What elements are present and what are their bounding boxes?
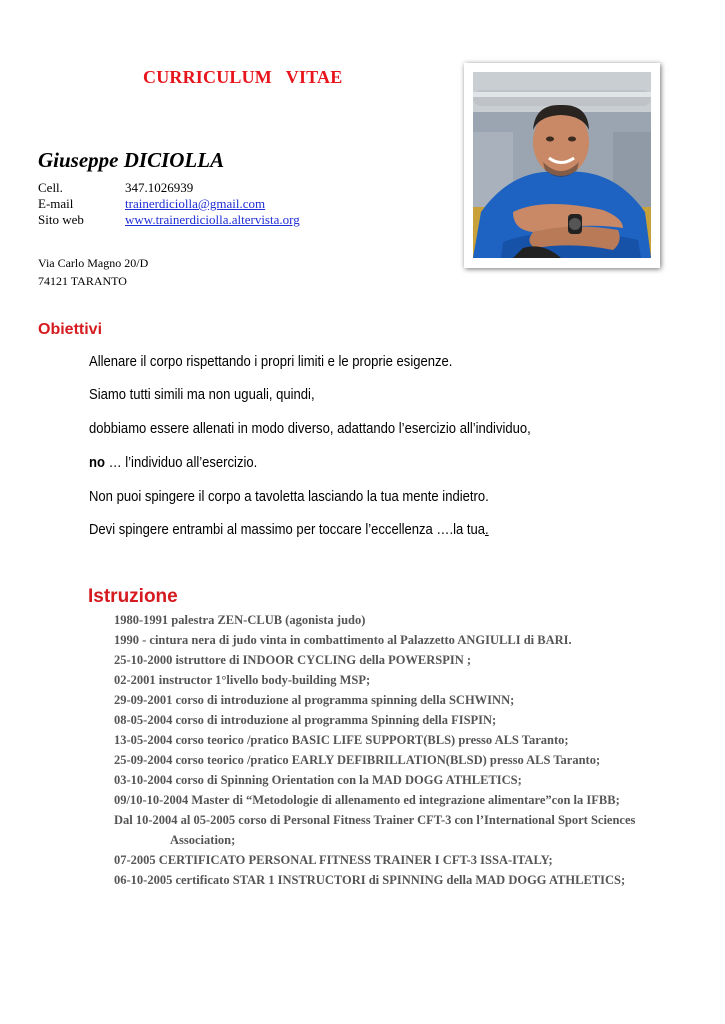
education-item: 1990 - cintura nera di judo vinta in combattimento al Palazzetto ANGIULLI di BARI. [114,633,572,647]
education-item: 07-2005 CERTIFICATO PERSONAL FITNESS TRAINER I CFT-3 ISSA-ITALY; [114,853,553,867]
person-name: Giuseppe DICIOLLA [38,148,225,172]
objective-line: Allenare il corpo rispettando i propri limiti e le proprie esigenze. [89,354,453,370]
education-item: 08-05-2004 corso di introduzione al programma Spinning della FISPIN; [114,713,497,727]
education-item: 06-10-2005 certificato STAR 1 INSTRUCTORI di SPINNING della MAD DOGG ATHLETICS; [114,873,626,887]
education-item: 29-09-2001 corso di introduzione al programma spinning della SCHWINN; [114,693,515,707]
objective-text-end: . [485,522,489,538]
education-item: 09/10-10-2004 Master di “Metodologie di allenamento ed integrazione alimentare”con la IFBB; [114,793,620,807]
education-item: 25-10-2000 istruttore di INDOOR CYCLING della POWERSPIN ; [114,653,472,667]
website-link[interactable]: www.trainerdiciolla.altervista.org [125,212,300,227]
cell-value: 347.1026939 [125,180,194,195]
education-item: 02-2001 instructor 1°livello body-building MSP; [114,673,371,687]
website-label: Sito web [38,212,84,227]
section-heading-istruzione: Istruzione [88,586,178,607]
address-city: 74121 TARANTO [38,274,127,288]
cv-title: CURRICULUM VITAE [143,67,343,87]
profile-photo-frame [464,63,660,268]
objective-line [89,455,257,471]
email-link[interactable]: trainerdiciolla@gmail.com [125,196,266,211]
section-heading-obiettivi: Obiettivi [38,321,103,338]
objective-text: Devi spingere entrambi al massimo per toccare l’eccellenza ….la tua [89,522,486,538]
education-item: 1980-1991 palestra ZEN-CLUB (agonista judo) [114,613,366,627]
education-item: 13-05-2004 corso teorico /pratico BASIC LIFE SUPPORT(BLS) presso ALS Taranto; [114,733,569,747]
education-item: 03-10-2004 corso di Spinning Orientation con la MAD DOGG ATHLETICS; [114,773,522,787]
education-item: Dal 10-2004 al 05-2005 corso di Personal Fitness Trainer CFT-3 con l’International Sport Sciences [114,813,636,827]
education-item-continuation: Association; [170,833,236,847]
address-street: Via Carlo Magno 20/D [38,256,149,270]
objective-line: Non puoi spingere il corpo a tavoletta lasciando la tua mente indietro. [89,489,489,505]
education-item: 25-09-2004 corso teorico /pratico EARLY DEFIBRILLATION(BLSD) presso ALS Taranto; [114,753,601,767]
objective-line: dobbiamo essere allenati in modo diverso, adattando l’esercizio all’individuo, [89,421,531,437]
email-label: E-mail [38,196,74,211]
objective-line: Siamo tutti simili ma non uguali, quindi, [89,387,315,403]
cell-label: Cell. [38,180,63,195]
objective-line [89,522,489,538]
profile-photo [473,72,651,258]
objective-text: … l’individuo all’esercizio. [104,455,258,471]
objective-emphasis: no [89,455,105,471]
